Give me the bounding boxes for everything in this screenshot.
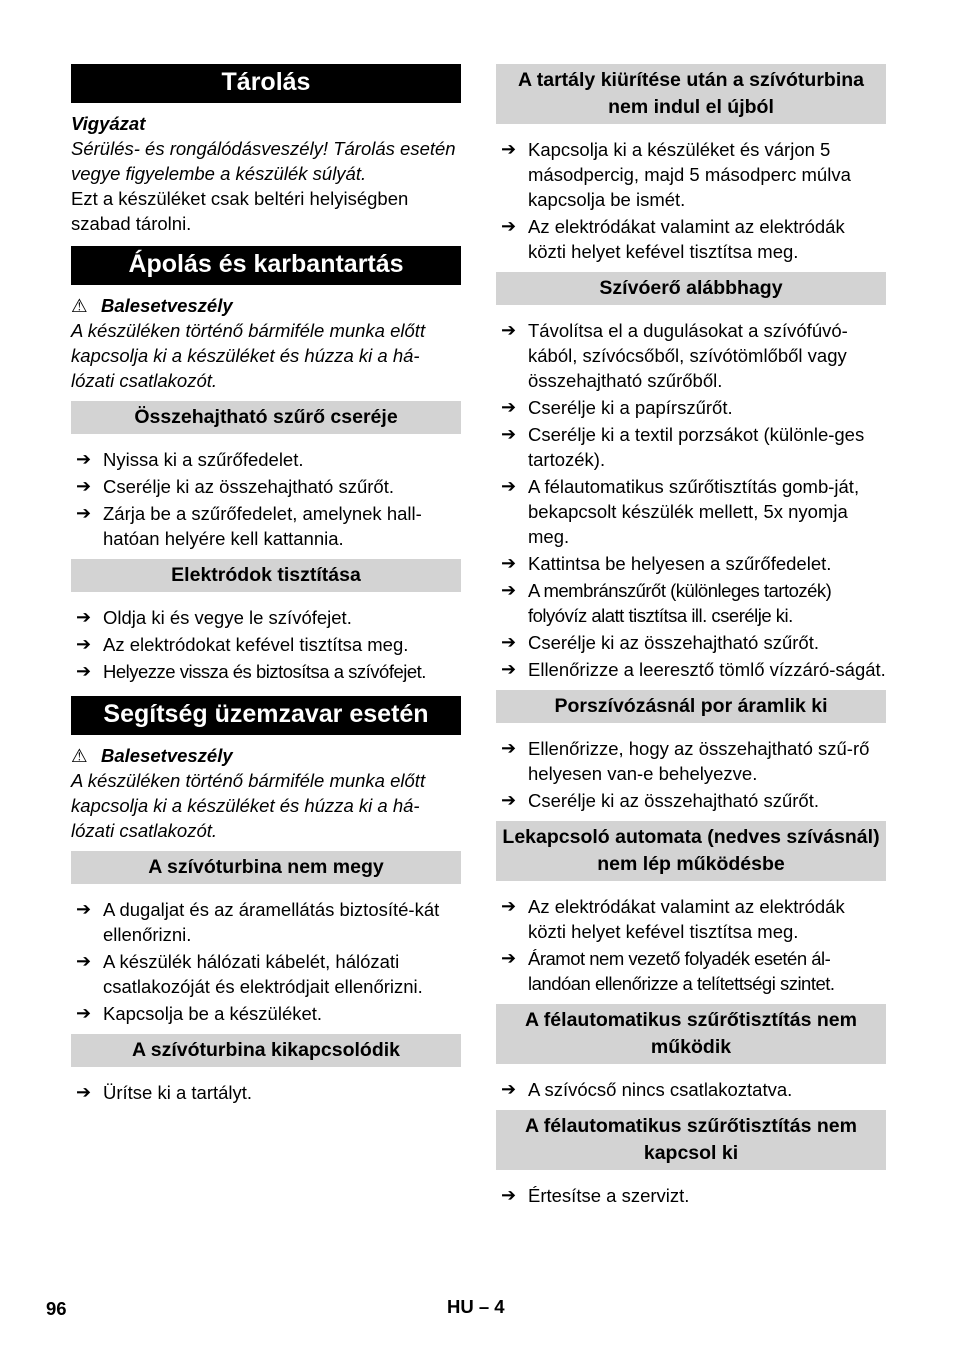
list-item: ➔ Az elektródokat kefével tisztítsa meg.	[76, 634, 409, 655]
warning-heading	[71, 743, 461, 768]
arrow-icon: ➔	[76, 634, 92, 654]
list-item: ➔ A dugaljat és az áramellátás biztosíté-kát ellenőrizni.	[76, 899, 440, 945]
arrow-icon: ➔	[501, 790, 517, 810]
storage-text: Ezt a készüléket csak beltéri helyiségben szabad tárolni.	[71, 188, 409, 234]
list-item: ➔ A készülék hálózati kábelét, hálózati csatlakozóját és elektródjait ellenőrizni.	[76, 951, 423, 997]
after-empty-list	[496, 137, 886, 264]
left-column	[71, 64, 461, 1113]
list-item: ➔ Ürítse ki a tartályt.	[76, 1082, 253, 1103]
arrow-icon: ➔	[76, 951, 92, 971]
arrow-icon: ➔	[501, 553, 517, 573]
list-item: ➔ Cserélje ki az összehajtható szűrőt.	[76, 476, 394, 497]
list-item: ➔ Helyezze vissza és biztosítsa a szívófejet.	[76, 661, 426, 682]
list-item: ➔ Ellenőrizze, hogy az összehajtható szű-rő helyesen van-e behelyezve.	[501, 738, 870, 784]
warning-label: Balesetveszély	[101, 745, 233, 766]
arrow-icon: ➔	[76, 1082, 92, 1102]
arrow-icon: ➔	[76, 476, 92, 496]
section-title-storage: Tárolás	[71, 64, 461, 103]
list-item: ➔ A membránszűrőt (különleges tartozék) folyóvíz alatt tisztítsa ill. cserélje ki.	[501, 580, 832, 626]
subsection-title-auto-shutoff: Lekapcsoló automata (nedves szívásnál) nem lép működésbe	[496, 821, 886, 881]
list-item: ➔ Távolítsa el a dugulásokat a szívófúvó-kából, szívócsőből, szívótömlőből vagy összehajtható szűrőből.	[501, 320, 848, 391]
arrow-icon: ➔	[76, 449, 92, 469]
section-title-help: Segítség üzemzavar esetén	[71, 696, 461, 735]
list-item: ➔ Cserélje ki a textil porzsákot (különle-ges tartozék).	[501, 424, 865, 470]
subsection-title-dust-flow: Porszívózásnál por áramlik ki	[496, 690, 886, 723]
subsection-title-semi-auto-not-working: A félautomatikus szűrőtisztítás nem működik	[496, 1004, 886, 1064]
arrow-icon: ➔	[76, 1003, 92, 1023]
arrow-icon: ➔	[501, 738, 517, 758]
dust-flow-list	[496, 736, 886, 813]
section-title-care: Ápolás és karbantartás	[71, 246, 461, 285]
list-item: ➔ A félautomatikus szűrőtisztítás gomb-ját, bekapcsolt készülék mellett, 5x nyomja meg.	[501, 476, 860, 547]
list-item: ➔ Cserélje ki a papírszűrőt.	[501, 397, 733, 418]
suction-drop-list	[496, 318, 886, 682]
warning-heading	[71, 293, 461, 318]
filter-change-list	[71, 447, 461, 551]
arrow-icon: ➔	[501, 424, 517, 444]
subsection-title-semi-auto-not-off: A félautomatikus szűrőtisztítás nem kapcsol ki	[496, 1110, 886, 1170]
language-page-label: HU – 4	[447, 1296, 505, 1317]
subsection-title-filter-change: Összehajtható szűrő cseréje	[71, 401, 461, 434]
turbine-not-running-list	[71, 897, 461, 1026]
subsection-title-turbine-switches-off: A szívóturbina kikapcsolódik	[71, 1034, 461, 1067]
list-item: ➔ Áramot nem vezető folyadék esetén ál-landóan ellenőrizze a telítettségi szintet.	[501, 948, 835, 994]
subsection-title-electrodes: Elektródok tisztítása	[71, 559, 461, 592]
arrow-icon: ➔	[501, 580, 517, 600]
warning-icon: ⚠	[71, 295, 88, 316]
list-item: ➔ Értesítse a szervizt.	[501, 1185, 690, 1206]
arrow-icon: ➔	[501, 1079, 517, 1099]
arrow-icon: ➔	[501, 659, 517, 679]
list-item: ➔ Cserélje ki az összehajtható szűrőt.	[501, 790, 819, 811]
electrodes-list	[71, 605, 461, 684]
list-item: ➔ Az elektródákat valamint az elektródák közti helyet kefével tisztítsa meg.	[501, 216, 845, 262]
arrow-icon: ➔	[501, 139, 517, 159]
list-item: ➔ Kapcsolja be a készüléket.	[76, 1003, 323, 1024]
arrow-icon: ➔	[501, 948, 517, 968]
arrow-icon: ➔	[501, 216, 517, 236]
arrow-icon: ➔	[501, 397, 517, 417]
list-item: ➔ Zárja be a szűrőfedelet, amelynek hall-hatóan helyére kell kattannia.	[76, 503, 422, 549]
semi-auto-not-off-list	[496, 1183, 886, 1208]
list-item: ➔ Oldja ki és vegye le szívófejet.	[76, 607, 352, 628]
list-item: ➔ Kapcsolja ki a készüléket és várjon 5 másodpercig, majd 5 másodperc múlva kapcsolja be ismét.	[501, 139, 851, 210]
arrow-icon: ➔	[76, 607, 92, 627]
arrow-icon: ➔	[76, 503, 92, 523]
arrow-icon: ➔	[501, 632, 517, 652]
warning-text: A készüléken történő bármiféle munka előtt kapcsolja ki a készüléket és húzza ki a há-lózati csatlakozót.	[71, 320, 426, 391]
warning-text: A készüléken történő bármiféle munka előtt kapcsolja ki a készüléket és húzza ki a há-lózati csatlakozót.	[71, 770, 426, 841]
arrow-icon: ➔	[501, 320, 517, 340]
page-number: 96	[46, 1298, 67, 1319]
caution-text: Sérülés- és rongálódásveszély! Tárolás esetén vegye figyelembe a készülék súlyát.	[71, 138, 456, 184]
warning-icon: ⚠	[71, 745, 88, 766]
arrow-icon: ➔	[76, 899, 92, 919]
caution-label: Vigyázat	[71, 113, 146, 134]
subsection-title-turbine-not-running: A szívóturbina nem megy	[71, 851, 461, 884]
list-item: ➔ Ellenőrizze a leeresztő tömlő vízzáró-ságát.	[501, 659, 886, 680]
subsection-title-after-empty: A tartály kiürítése után a szívóturbina nem indul el újból	[496, 64, 886, 124]
turbine-switches-off-list	[71, 1080, 461, 1105]
list-item: ➔ Kattintsa be helyesen a szűrőfedelet.	[501, 553, 832, 574]
list-item: ➔ Az elektródákat valamint az elektródák közti helyet kefével tisztítsa meg.	[501, 896, 845, 942]
arrow-icon: ➔	[501, 896, 517, 916]
list-item: ➔ Nyissa ki a szűrőfedelet.	[76, 449, 304, 470]
warning-label: Balesetveszély	[101, 295, 233, 316]
semi-auto-not-working-list	[496, 1077, 886, 1102]
right-column	[496, 64, 886, 1216]
list-item: ➔ A szívócső nincs csatlakoztatva.	[501, 1079, 793, 1100]
auto-shutoff-list	[496, 894, 886, 996]
arrow-icon: ➔	[501, 1185, 517, 1205]
subsection-title-suction-drop: Szívóerő alábbhagy	[496, 272, 886, 305]
arrow-icon: ➔	[76, 661, 92, 681]
list-item: ➔ Cserélje ki az összehajtható szűrőt.	[501, 632, 819, 653]
arrow-icon: ➔	[501, 476, 517, 496]
